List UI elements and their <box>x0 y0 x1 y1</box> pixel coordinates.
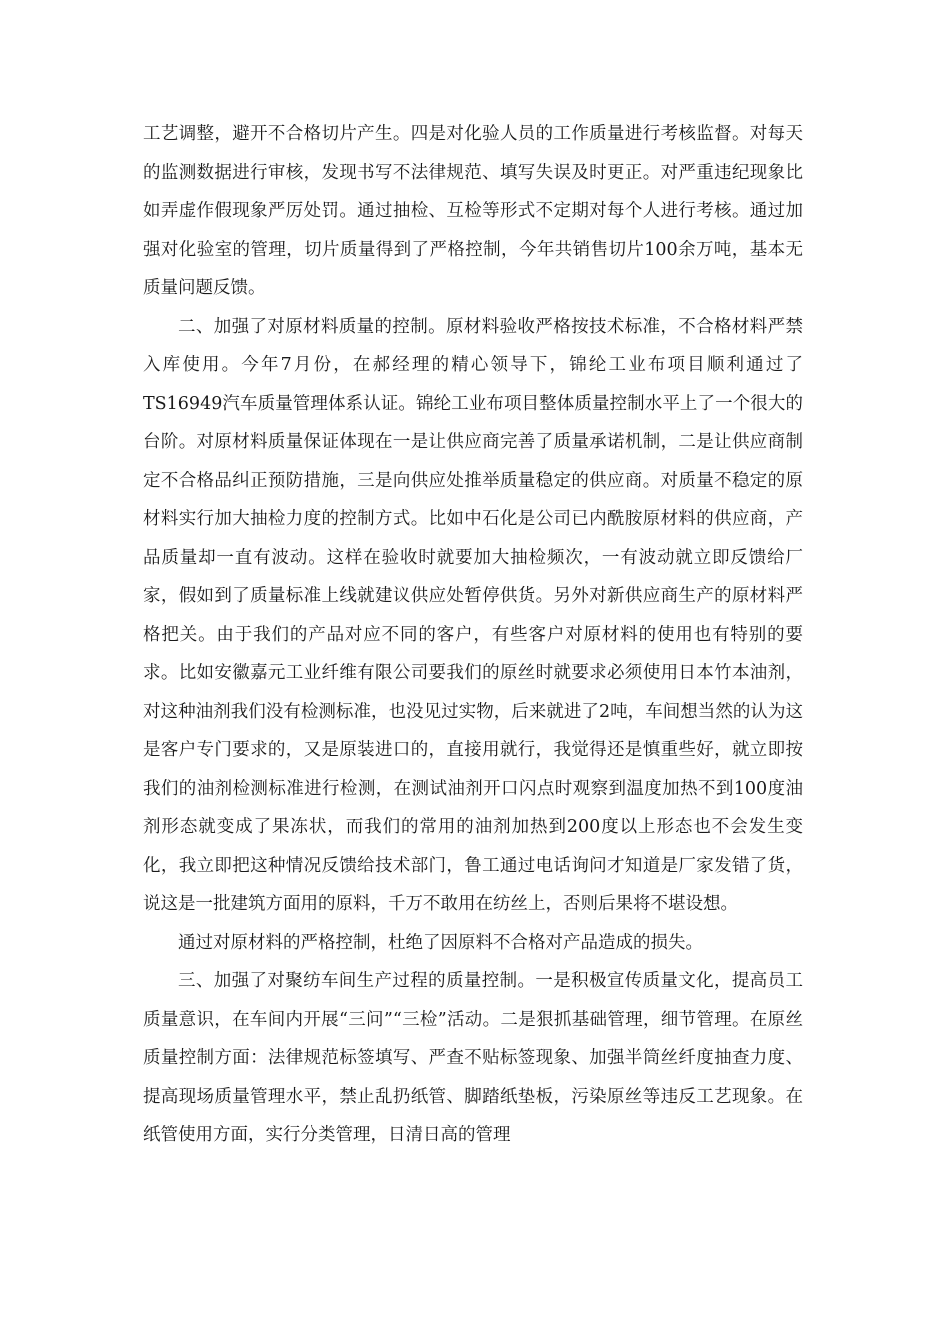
paragraph-production-process-control: 三、加强了对聚纺车间生产过程的质量控制。一是积极宣传质量文化，提高员工质量意识，在车间内开展“三问”“三检”活动。二是狠抓基础管理，细节管理。在原丝质量控制方面：法律规范标签填写、严查不贴标签现象、加强半筒丝纤度抽查力度、提高现场质量管理水平，禁止乱扔纸管、脚踏纸垫板，污染原丝等违反工艺现象。在纸管使用方面，实行分类管理，日清日高的管理 <box>143 971 803 1145</box>
paragraph-quality-inspection: 工艺调整，避开不合格切片产生。四是对化验人员的工作质量进行考核监督。对每天的监测数据进行审核，发现书写不法律规范、填写失误及时更正。对严重违纪现象比如弄虚作假现象严厉处罚。通过抽检、互检等形式不定期对每个人进行考核。通过加强对化验室的管理，切片质量得到了严格控制，今年共销售切片100余万吨，基本无质量问题反馈。 <box>143 124 803 298</box>
paragraph-raw-material-control: 二、加强了对原材料质量的控制。原材料验收严格按技术标准，不合格材料严禁入库使用。今年7月份，在郝经理的精心领导下，锦纶工业布项目顺利通过了TS16949汽车质量管理体系认证。锦纶工业布项目整体质量控制水平上了一个很大的台阶。对原材料质量保证体现在一是让供应商完善了质量承诺机制，二是让供应商制定不合格品纠正预防措施，三是向供应处推举质量稳定的供应商。对质量不稳定的原材料实行加大抽检力度的控制方式。比如中石化是公司已内酰胺原材料的供应商，产品质量却一直有波动。这样在验收时就要加大抽检频次，一有波动就立即反馈给厂家，假如到了质量标准上线就建议供应处暂停供货。另外对新供应商生产的原材料严格把关。由于我们的产品对应不同的客户，有些客户对原材料的使用也有特别的要求。比如安徽嘉元工业纤维有限公司要我们的原丝时就要求必须使用日本竹本油剂，对这种油剂我们没有检测标准，也没见过实物，后来就进了2吨，车间想当然的认为这是客户专门要求的，又是原装进口的，直接用就行，我觉得还是慎重些好，就立即按我们的油剂检测标准进行检测，在测试油剂开口闪点时观察到温度加热不到100度油剂形态就变成了果冻状，而我们的常用的油剂加热到200度以上形态也不会发生变化，我立即把这种情况反馈给技术部门，鲁工通过电话询问才知道是厂家发错了货，说这是一批建筑方面用的原料，千万不敢用在纺丝上，否则后果将不堪设想。 <box>143 316 803 914</box>
document-body <box>143 115 803 1155</box>
paragraph-raw-material-summary: 通过对原材料的严格控制，杜绝了因原料不合格对产品造成的损失。 <box>178 932 703 953</box>
